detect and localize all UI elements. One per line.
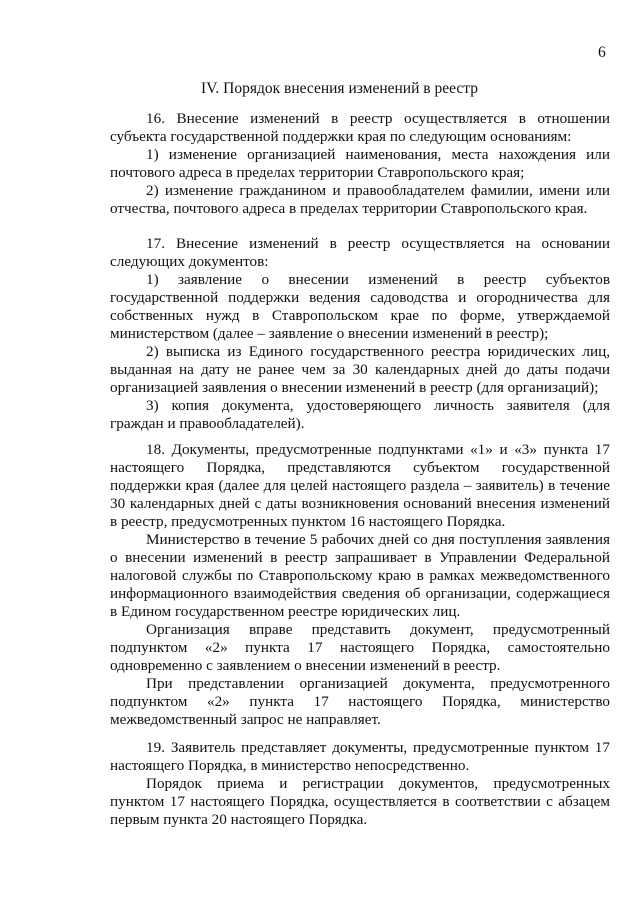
- clause-18: [110, 441, 610, 729]
- paragraph: 18. Документы, предусмотренные подпунктами «1» и «3» пункта 17 настоящего Порядка, представляются субъектом государственной поддержки края (далее для целей настоящего раздела – заявитель) в течение 30 календарных дней с даты возникновения оснований внесения изменений в реестр, предусмотренных пунктом 16 настоящего Порядка.: [110, 441, 610, 530]
- paragraph: 3) копия документа, удостоверяющего личность заявителя (для граждан и правообладателей).: [110, 397, 610, 432]
- paragraph: При представлении организацией документа, предусмотренного подпунктом «2» пункта 17 настоящего Порядка, министерство межведомственный запрос не направляет.: [110, 675, 610, 728]
- paragraph: Министерство в течение 5 рабочих дней со дня поступления заявления о внесении изменений в реестр запрашивает в Управлении Федеральной налоговой службы по Ставропольскому краю в рамках межведомственного информационного взаимодействия сведения об организации, содержащиеся в Едином государственном реестре юридических лиц.: [110, 531, 610, 620]
- clause-19: [110, 739, 610, 829]
- section-heading: IV. Порядок внесения изменений в реестр: [201, 80, 478, 97]
- page-number: 6: [598, 44, 606, 61]
- clause-16: [110, 110, 610, 218]
- paragraph: 19. Заявитель представляет документы, предусмотренные пунктом 17 настоящего Порядка, в министерство непосредственно.: [110, 739, 610, 774]
- paragraph: 2) изменение гражданином и правообладателем фамилии, имени или отчества, почтового адреса в пределах территории Ставропольского края.: [110, 182, 610, 217]
- clause-17: [110, 235, 610, 433]
- paragraph: Порядок приема и регистрации документов, предусмотренных пунктом 17 настоящего Порядка, осуществляется в соответствии с абзацем первым пункта 20 настоящего Порядка.: [110, 775, 610, 828]
- paragraph: 16. Внесение изменений в реестр осуществляется в отношении субъекта государственной поддержки края по следующим основаниям:: [110, 110, 610, 145]
- paragraph: 1) изменение организацией наименования, места нахождения или почтового адреса в пределах территории Ставропольского края;: [110, 146, 610, 181]
- paragraph: 2) выписка из Единого государственного реестра юридических лиц, выданная на дату не ранее чем за 30 календарных дней до даты подачи организацией заявления о внесении изменений в реестр (для организаций);: [110, 343, 610, 396]
- paragraph: 17. Внесение изменений в реестр осуществляется на основании следующих документов:: [110, 235, 610, 270]
- paragraph: Организация вправе представить документ, предусмотренный подпунктом «2» пункта 17 настоящего Порядка, самостоятельно одновременно с заявлением о внесении изменений в реестр.: [110, 621, 610, 674]
- paragraph: 1) заявление о внесении изменений в реестр субъектов государственной поддержки ведения садоводства и огородничества для собственных нужд в Ставропольском крае по форме, утверждаемой министерством (далее – заявление о внесении изменений в реестр);: [110, 271, 610, 342]
